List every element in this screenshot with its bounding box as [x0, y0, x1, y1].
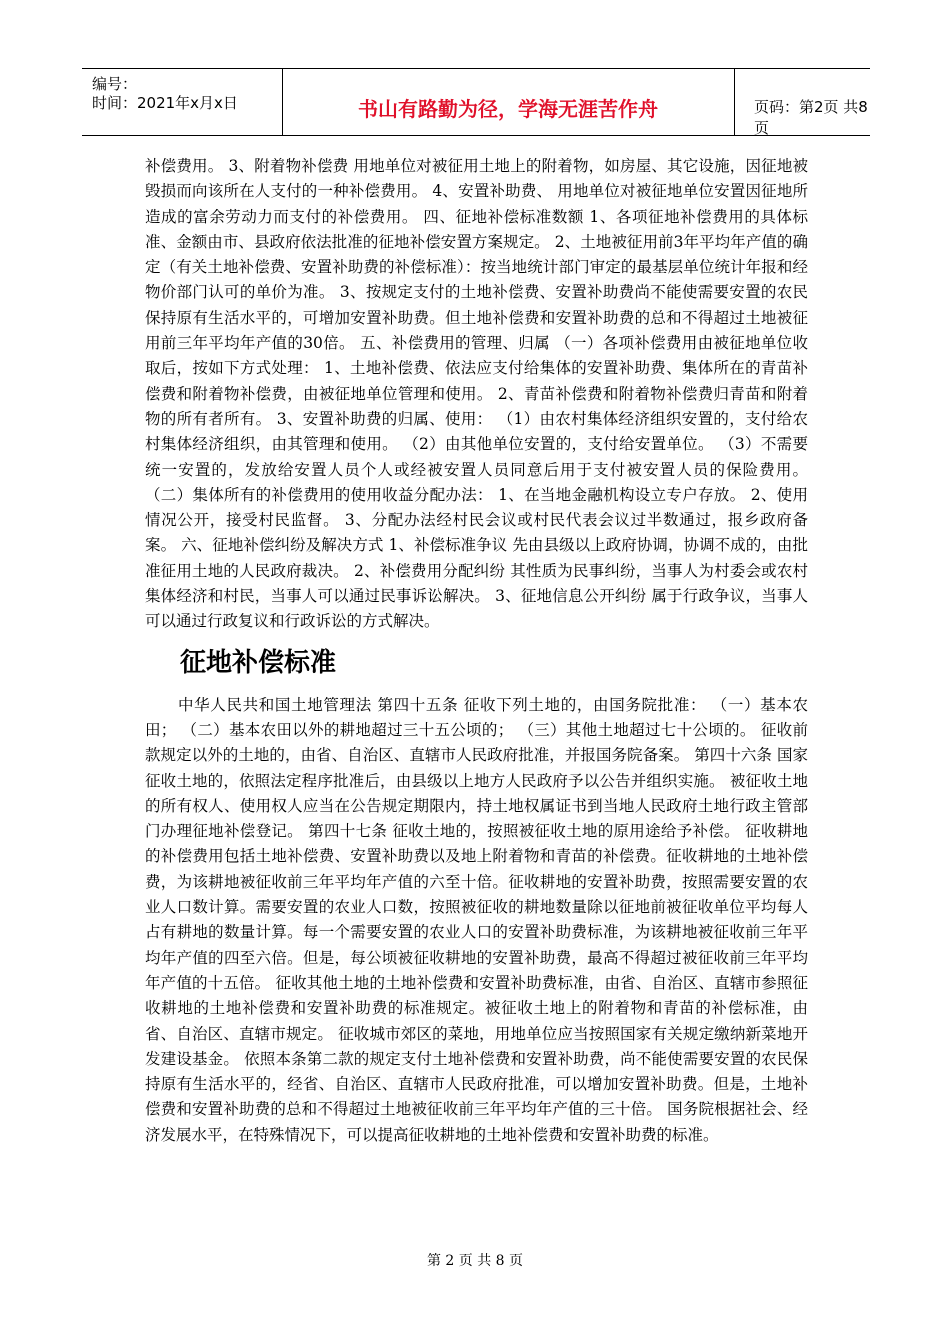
body-paragraph-land-law: 中华人民共和国土地管理法 第四十五条 征收下列土地的，由国务院批准： （一）基本农田； （二）基本农田以外的耕地超过三十五公顷的； （三）其他土地超过七十公顷的。 征收前款规定以外的土地的，由省、自治区、直辖市人民政府批准，并报国务院备案。 第四十六条 国家征收土地的，依照法定程序批准后，由县级以上地方人民政府予以公告并组织实施。 被征收土地的所有权人、使用权人应当在公告规定期限内，持土地权属证书到当地人民政府土地行政主管部门办理征地补偿登记。 第四十七条 征收土地的，按照被征收土地的原用途给予补偿。 征收耕地的补偿费用包括土地补偿费、安置补助费以及地上附着物和青苗的补偿费。征收耕地的土地补偿费，为该耕地被征收前三年平均年产值的六至十倍。征收耕地的安置补助费，按照需要安置的农业人口数计算。需要安置的农业人口数，按照被征收的耕地数量除以征地前被征收单位平均每人占有耕地的数量计算。每一个需要安置的农业人口的安置补助费标准，为该耕地被征收前三年平均年产值的四至六倍。但是，每公顷被征收耕地的安置补助费，最高不得超过被征收前三年平均年产值的十五倍。 征收其他土地的土地补偿费和安置补助费标准，由省、自治区、直辖市参照征收耕地的土地补偿费和安置补助费的标准规定。被征收土地上的附着物和青苗的补偿标准，由省、自治区、直辖市规定。 征收城市郊区的菜地，用地单位应当按照国家有关规定缴纳新菜地开发建设基金。 依照本条第二款的规定支付土地补偿费和安置补助费，尚不能使需要安置的农民保持原有生活水平的，经省、自治区、直辖市人民政府批准，可以增加安置补助费。但是，土地补偿费和安置补助费的总和不得超过土地被征收前三年平均年产值的三十倍。 国务院根据社会、经济发展水平，在特殊情况下，可以提高征收耕地的土地补偿费和安置补助费的标准。: [145, 695, 808, 1144]
header-page-info: 页码：第2页 共8页: [754, 98, 868, 137]
header-motto: 书山有路勤为径，学海无涯苦作舟: [358, 97, 658, 121]
document-body: [145, 154, 808, 1148]
page-footer: 第 2 页 共 8 页: [426, 1253, 524, 1269]
section-heading: 征地补偿标准: [180, 647, 337, 678]
document-date-label: 时间：2021年x月x日: [92, 94, 238, 112]
page-header: [82, 68, 870, 136]
body-paragraph-compensation-management: 补偿费用。 3、附着物补偿费 用地单位对被征用土地上的附着物，如房屋、其它设施，因征地被毁损而向该所在人支付的一种补偿费用。 4、安置补助费、 用地单位对被征地单位安置因征地所造成的富余劳动力而支付的补偿费用。 四、征地补偿标准数额 1、各项征地补偿费用的具体标准、金额由市、县政府依法批准的征地补偿安置方案规定。 2、土地被征用前3年平均年产值的确定（有关土地补偿费、安置补助费的补偿标准）：按当地统计部门审定的最基层单位统计年报和经物价部门认可的单价为准。 3、按规定支付的土地补偿费、安置补助费尚不能使需要安置的农民保持原有生活水平的，可增加安置补助费。但土地补偿费和安置补助费的总和不得超过土地被征用前三年平均年产值的30倍。 五、补偿费用的管理、归属 （一）各项补偿费用由被征地单位收取后，按如下方式处理： 1、土地补偿费、依法应支付给集体的安置补助费、集体所在的青苗补偿费和附着物补偿费，由被征地单位管理和使用。 2、青苗补偿费和附着物补偿费归青苗和附着物的所有者所有。 3、安置补助费的归属、使用： （1）由农村集体经济组织安置的，支付给农村集体经济组织，由其管理和使用。 （2）由其他单位安置的，支付给安置单位。 （3）不需要统一安置的，发放给安置人员个人或经被安置人员同意后用于支付被安置人员的保险费用。 （二）集体所有的补偿费用的使用收益分配办法： 1、在当地金融机构设立专户存放。 2、使用情况公开，接受村民监督。 3、分配办法经村民会议或村民代表会议过半数通过，报乡政府备案。 六、征地补偿纠纷及解决方式 1、补偿标准争议 先由县级以上政府协调，协调不成的，由批准征用土地的人民政府裁决。 2、补偿费用分配纠纷 其性质为民事纠纷，当事人为村委会或农村集体经济和村民，当事人可以通过民事诉讼解决。 3、征地信息公开纠纷 属于行政争议，当事人可以通过行政复议和行政诉讼的方式解决。: [145, 157, 808, 631]
header-meta: [92, 75, 238, 113]
document-number-label: 编号：: [92, 75, 138, 93]
header-divider-right: [734, 69, 735, 135]
